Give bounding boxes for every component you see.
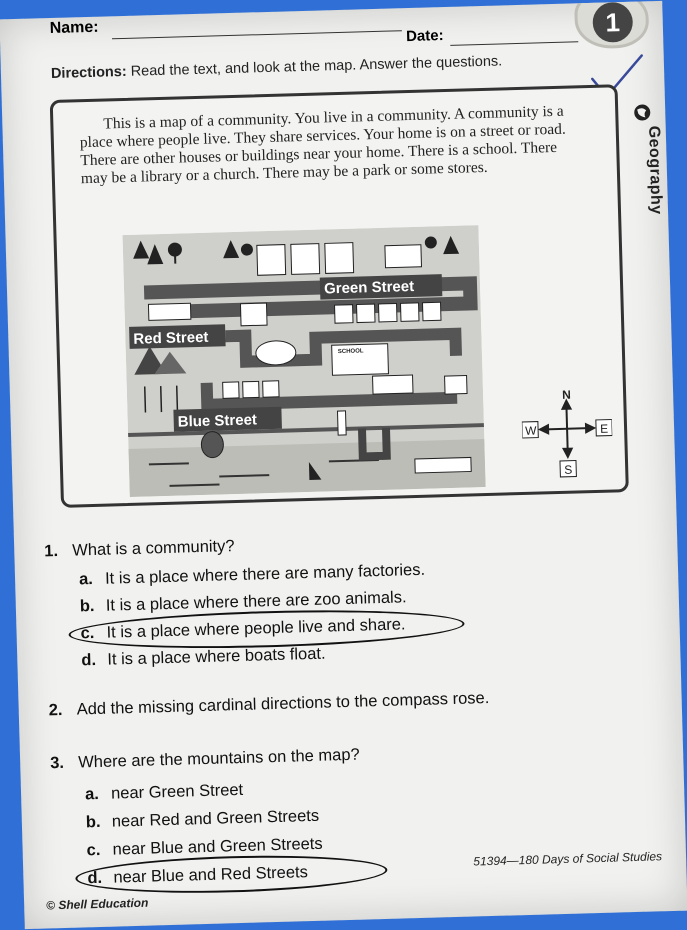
compass-north: N — [561, 387, 571, 402]
directions — [51, 53, 503, 82]
directions-label: Directions: — [50, 63, 127, 83]
q1-option-a[interactable] — [79, 561, 425, 590]
option-letter: d. — [81, 650, 97, 670]
map-label-blue-street: Blue Street — [177, 411, 258, 431]
q3-option-a[interactable] — [85, 781, 244, 804]
question-text: Add the missing cardinal directions to the compass rose. — [76, 689, 490, 719]
compass-east-handwritten: E — [599, 421, 609, 436]
community-map — [122, 225, 485, 497]
date-label: Date: — [405, 27, 444, 46]
compass-west-handwritten: W — [524, 423, 537, 438]
reading-box — [50, 84, 629, 508]
option-letter: b. — [79, 597, 95, 616]
option-text: It is a place where there are many factories. — [104, 560, 426, 588]
option-text: It is a place where boats float. — [107, 644, 326, 669]
directions-text: Read the text, and look at the map. Answer the questions. — [126, 53, 503, 80]
option-text: near Blue and Red Streets — [113, 863, 309, 887]
question-text: What is a community? — [72, 537, 235, 560]
question-number: 1. — [44, 542, 59, 561]
option-letter: a. — [84, 784, 100, 804]
name-input-line[interactable] — [112, 30, 402, 39]
q3-option-b[interactable] — [86, 807, 320, 833]
option-letter: d. — [87, 868, 103, 888]
footer-book-code: 51394—180 Days of Social Studies — [473, 849, 663, 869]
map-label-school: SCHOOL — [337, 348, 364, 356]
question-2 — [48, 689, 489, 720]
option-letter: a. — [78, 570, 94, 589]
map-label-red-street: Red Street — [133, 328, 209, 348]
day-number: 1 — [592, 2, 633, 43]
compass-south-handwritten: S — [564, 462, 573, 477]
option-text: It is a place where there are zoo animals. — [105, 588, 407, 615]
option-letter: c. — [80, 624, 95, 643]
option-letter: b. — [85, 812, 101, 832]
option-text: near Red and Green Streets — [111, 806, 320, 831]
map-label-green-street: Green Street — [323, 277, 415, 298]
q1-option-d[interactable] — [81, 645, 326, 671]
option-text: near Blue and Green Streets — [112, 834, 323, 859]
side-tab-label: Geography — [645, 125, 665, 215]
date-input-line[interactable] — [450, 41, 578, 46]
footer-copyright: © Shell Education — [45, 895, 149, 913]
worksheet-page — [0, 1, 687, 929]
option-letter: c. — [86, 840, 101, 860]
question-3 — [50, 746, 360, 774]
name-label: Name: — [49, 18, 99, 38]
globe-icon — [633, 103, 651, 121]
question-number: 3. — [49, 753, 65, 773]
question-text: Where are the mountains on the map? — [77, 745, 360, 772]
option-text: near Green Street — [110, 780, 244, 803]
question-1 — [44, 537, 235, 561]
question-number: 2. — [48, 700, 63, 720]
compass-rose — [521, 388, 613, 480]
option-text: It is a place where people live and share. — [106, 615, 406, 642]
story-text: This is a map of a community. You live in a community. A community is a place where people live. They share services. Your home is on a street or road. There are other houses or buildings near your home. There is a school. There may be a library or a church. There may be a park or some stores. — [79, 102, 567, 188]
